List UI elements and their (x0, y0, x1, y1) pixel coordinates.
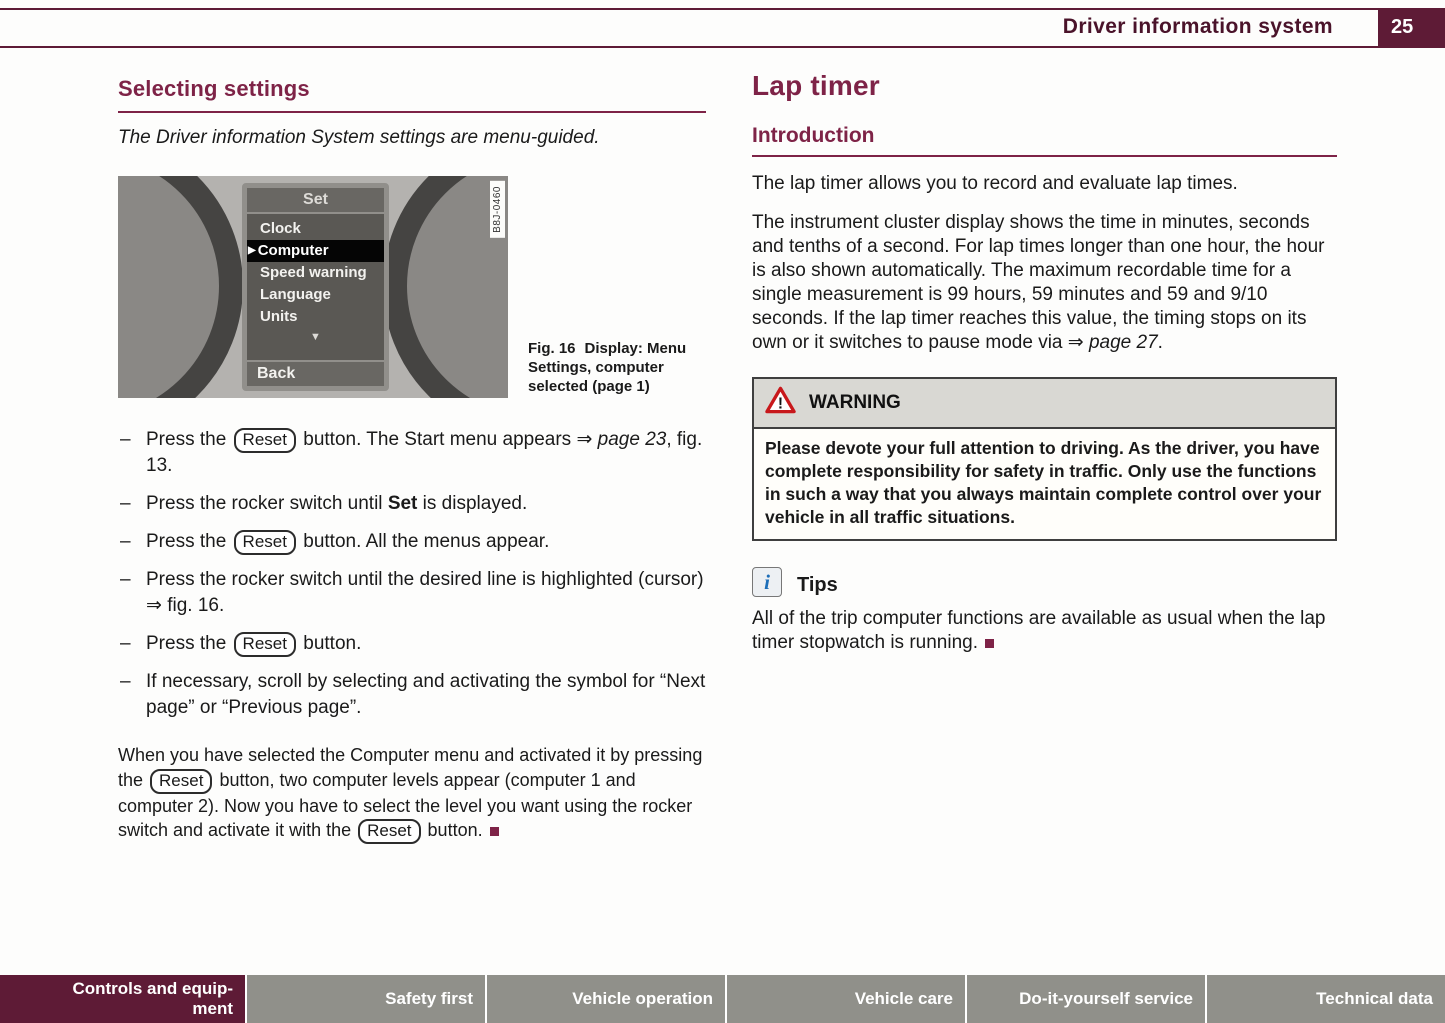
reset-key: Reset (234, 632, 296, 657)
reset-key: Reset (234, 530, 296, 555)
tab-label-line2: ment (192, 999, 233, 1018)
menu-item-back: Back (247, 360, 384, 386)
header-rule (0, 46, 1445, 48)
tips-label: Tips (797, 574, 838, 596)
menu-name-emphasis: Set (387, 493, 418, 514)
cluster-display-panel (242, 183, 389, 391)
tab-label: Vehicle care (854, 989, 953, 1008)
closing-paragraph (118, 743, 706, 844)
left-column (118, 76, 706, 862)
warning-header (754, 379, 1335, 429)
figure-caption (528, 339, 706, 398)
tab-label: Safety first (385, 989, 473, 1008)
page-reference: page 27 (1088, 332, 1158, 353)
step-5 (118, 631, 706, 657)
step-text: If necessary, scroll by selecting and activating the symbol for “Next page” or “Previous page”. (146, 671, 706, 718)
paragraph-2-text: The instrument cluster display shows the time in minutes, seconds and tenths of a second. For lap times longer than one hour, the hour is also shown automatically. The maximum recordable time for a single measurement is 99 hours, 59 minutes and 59 and 9/10 seconds. If the lap timer reaches this value, the timing stops on its own or it switches to pause mode via ⇒ (752, 212, 1325, 353)
figure-16-display-image (118, 176, 508, 398)
paragraph-2-end: . (1157, 332, 1163, 353)
tab-label: Technical data (1316, 989, 1433, 1008)
tips-text (752, 607, 1337, 655)
step-text: is displayed. (417, 493, 528, 514)
tips-header (752, 567, 1337, 597)
reset-key: Reset (150, 769, 212, 794)
step-text: Press the (146, 633, 232, 654)
tips-section (752, 567, 1337, 655)
menu-item-clock: Clock (260, 220, 301, 237)
right-column (752, 70, 1337, 655)
step-text: button. All the menus appear. (297, 531, 550, 552)
display-menu-title: Set (247, 188, 384, 214)
section-end-marker (490, 827, 499, 836)
section-end-marker (985, 639, 994, 648)
figure-row (118, 176, 706, 398)
step-1 (118, 427, 706, 479)
step-text: button. (297, 633, 362, 654)
tab-do-it-yourself-service (965, 975, 1205, 1023)
menu-item-language: Language (260, 286, 331, 303)
steps-list (118, 427, 706, 721)
menu-item-computer-label: Computer (257, 242, 329, 259)
menu-cursor-icon: ▶ (248, 245, 256, 256)
tab-safety-first (245, 975, 485, 1023)
step-text: Press the rocker switch until the desired line is highlighted (cursor) ⇒ fig. 16. (146, 569, 704, 616)
reset-key: Reset (234, 428, 296, 453)
subsection-title-introduction: Introduction (752, 124, 1337, 157)
tips-text-content: All of the trip computer functions are available as usual when the lap timer stopwatch is running. (752, 608, 1326, 653)
menu-item-speed-warning: Speed warning (260, 264, 367, 281)
section-intro: The Driver information System settings are menu-guided. (118, 127, 600, 148)
figure-caption-number: Fig. 16 (528, 340, 576, 357)
paragraph-1: The lap timer allows you to record and evaluate lap times. (752, 173, 1238, 194)
chapter-tab-bar (0, 975, 1445, 1023)
closing-text: button. (422, 820, 483, 840)
step-text: Press the rocker switch until (146, 493, 388, 514)
tips-info-icon: i (752, 567, 782, 597)
menu-item-computer-selected (247, 240, 384, 262)
tab-label: Do-it-yourself service (1019, 989, 1193, 1008)
figure-caption-text: Display: Menu Settings, computer selected (page 1) (528, 340, 687, 395)
step-text: Press the (146, 429, 232, 450)
left-gauge-graphic (118, 176, 243, 398)
top-rule (0, 8, 1445, 10)
step-text: Press the (146, 531, 232, 552)
step-text: , fig. 13. (146, 429, 703, 476)
page-number-badge: 25 (1378, 8, 1445, 46)
tab-vehicle-care (725, 975, 965, 1023)
tab-technical-data (1205, 975, 1445, 1023)
closing-text: button, two computer levels appear (computer 1 and computer 2). Now you have to select the level you want using the rocker switch and activate it with the (118, 769, 693, 840)
step-4 (118, 567, 706, 619)
page-reference: page 23 (597, 429, 667, 450)
tab-label: Controls and equip- (72, 979, 233, 998)
tab-vehicle-operation (485, 975, 725, 1023)
warning-label: WARNING (809, 392, 901, 413)
warning-triangle-icon (765, 386, 796, 420)
step-6 (118, 669, 706, 721)
display-menu-list (247, 214, 384, 360)
closing-text: When you have selected the Computer menu and activated it by pressing the (118, 745, 703, 790)
paragraph-2 (752, 211, 1337, 355)
section-title-selecting-settings: Selecting settings (118, 76, 706, 113)
chapter-title-lap-timer: Lap timer (752, 70, 880, 101)
step-2 (118, 491, 706, 517)
warning-box (752, 377, 1337, 541)
tab-label: Vehicle operation (572, 989, 713, 1008)
step-3 (118, 529, 706, 555)
running-header-title: Driver information system (1062, 15, 1333, 38)
scroll-down-icon: ▼ (310, 331, 321, 343)
menu-item-units: Units (260, 308, 298, 325)
warning-text: Please devote your full attention to driving. As the driver, you have complete responsibility for safety in traffic. Only use the functions in such a way that you always maintain complete control over your vehicle in all traffic situations. (765, 438, 1322, 527)
step-text: button. The Start menu appears ⇒ (297, 429, 598, 450)
tab-controls-and-equipment (0, 975, 245, 1023)
svg-text:!: ! (777, 395, 784, 413)
image-reference-code: B8J-0460 (490, 181, 505, 238)
reset-key: Reset (358, 819, 420, 844)
